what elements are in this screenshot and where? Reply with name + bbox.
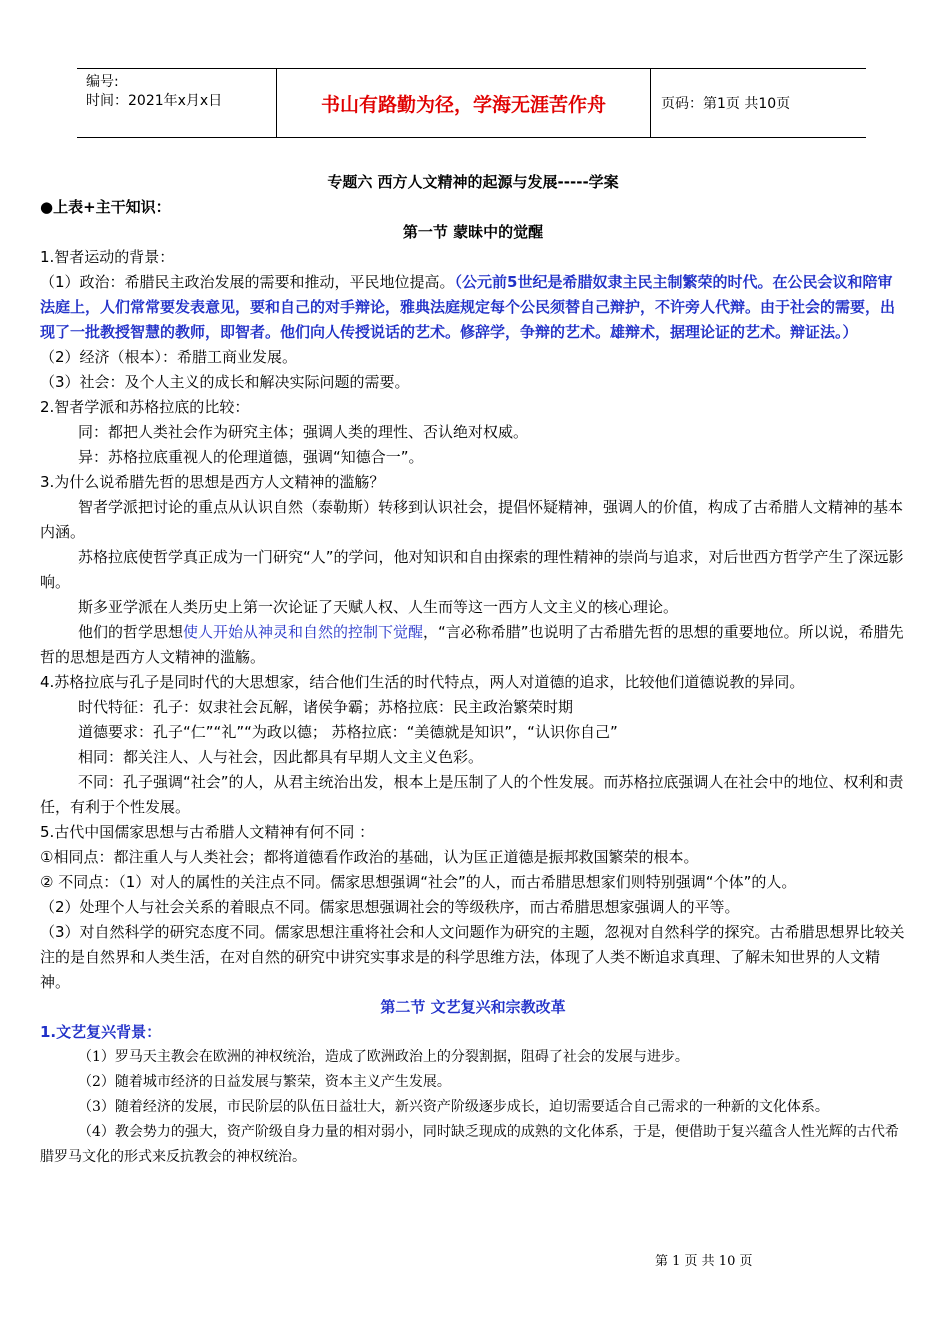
document-body — [40, 170, 906, 1170]
q1-economy: （2）经济（根本）：希腊工商业发展。 — [40, 348, 298, 366]
s2-para-1: （1）罗马天主教会在欧洲的神权统治，造成了欧洲政治上的分裂割据，阻碍了社会的发展与进步。 — [78, 1049, 689, 1065]
s2-para-4: （4）教会势力的强大，资产阶级自身力量的相对弱小，同时缺乏现成的成熟的文化体系，于是，便借助于复兴蕴含人性光辉的古代希腊罗马文化的形式来反抗教会的神权统治。 — [40, 1124, 899, 1165]
q5-diff-1: ② 不同点：（1）对人的属性的关注点不同。儒家思想强调“社会”的人，而古希腊思想家们则特别强调“个体”的人。 — [40, 873, 797, 891]
q2-diff: 异：苏格拉底重视人的伦理道德，强调“知德合一”。 — [78, 448, 424, 466]
question-3: 3.为什么说希腊先哲的思想是西方人文精神的滥觞？ — [40, 473, 385, 491]
q4-same: 相同：都关注人、人与社会，因此都具有早期人文主义色彩。 — [78, 748, 484, 766]
document-title: 专题六 西方人文精神的起源与发展-----学案 — [327, 173, 619, 191]
page-footer: 第 1 页 共 10 页 — [655, 1254, 753, 1269]
q5-diff-2: （2）处理个人与社会关系的着眼点不同。儒家思想强调社会的等级秩序，而古希腊思想家强调人的平等。 — [40, 898, 740, 916]
q4-time: 时代特征：孔子：奴隶社会瓦解，诸侯争霸；苏格拉底：民主政治繁荣时期 — [78, 698, 574, 716]
section2-heading: 第二节 文艺复兴和宗教改革 — [380, 998, 566, 1016]
q4-diff: 不同：孔子强调“社会”的人，从君主统治出发，根本上是压制了人的个性发展。而苏格拉底强调人在社会中的地位、权利和责任，有利于个性发展。 — [40, 773, 904, 816]
q3-para-4 — [40, 620, 906, 670]
document-date-label: 时间：2021年x月x日 — [86, 93, 223, 109]
q3-para-4-end: ，“言必称希腊”也说明了古希腊先哲的思想的重要地位。所以说，希腊先哲的思想是西方人文精神的滥觞。 — [40, 623, 904, 666]
header-page-info: 页码：第1页 共10页 — [661, 96, 791, 112]
q5-same: ①相同点：都注重人与人类社会；都将道德看作政治的基础，认为匡正道德是振邦救国繁荣的根本。 — [40, 848, 699, 866]
section2-question-1: 1.文艺复兴背景： — [40, 1023, 162, 1041]
q1-politics — [40, 270, 906, 345]
section1-heading: 第一节 蒙昧中的觉醒 — [402, 223, 544, 241]
question-2: 2.智者学派和苏格拉底的比较： — [40, 398, 250, 416]
q1-society: （3）社会：及个人主义的成长和解决实际问题的需要。 — [40, 373, 410, 391]
q3-para-1: 智者学派把讨论的重点从认识自然（泰勒斯）转移到认识社会，提倡怀疑精神，强调人的价值，构成了古希腊人文精神的基本内涵。 — [40, 498, 904, 541]
intro-line: ●上表+主干知识： — [40, 198, 171, 216]
q4-moral: 道德要求：孔子“仁”“礼”“为政以德； 苏格拉底：“美德就是知识”，“认识你自己” — [78, 723, 618, 741]
question-5: 5.古代中国儒家思想与古希腊人文精神有何不同 ： — [40, 823, 375, 841]
q1-politics-note: （公元前5世纪是希腊奴隶主民主制繁荣的时代。在公民会议和陪审法庭上，人们常常要发表意见，要和自己的对手辩论，雅典法庭规定每个公民须替自己辩护，不许旁人代辩。由于社会的需要，出现了一批教授智慧的教师，即智者。他们向人传授说话的艺术。修辞学，争辩的艺术。雄辩术，据理论证的艺术。辩证法。） — [40, 273, 896, 341]
q3-para-4-highlight: 使人开始从神灵和自然的控制下觉醒 — [183, 623, 424, 641]
q3-para-3: 斯多亚学派在人类历史上第一次论证了天赋人权、人生而等这一西方人文主义的核心理论。 — [78, 598, 679, 616]
q2-same: 同：都把人类社会作为研究主体；强调人类的理性、否认绝对权威。 — [78, 423, 529, 441]
question-4: 4.苏格拉底与孔子是同时代的大思想家，结合他们生活的时代特点，两人对道德的追求，比较他们道德说教的异同。 — [40, 673, 805, 691]
question-1: 1.智者运动的背景： — [40, 248, 175, 266]
header-info-cell — [77, 69, 277, 137]
header-table — [77, 68, 866, 138]
s2-para-2: （2）随着城市经济的日益发展与繁荣，资本主义产生发展。 — [78, 1074, 451, 1090]
document-number-label: 编号: — [86, 74, 119, 90]
q1-politics-text: （1）政治：希腊民主政治发展的需要和推动，平民地位提高。 — [40, 273, 455, 291]
q3-para-2: 苏格拉底使哲学真正成为一门研究“人”的学问，他对知识和自由探索的理性精神的崇尚与追求，对后世西方哲学产生了深远影响。 — [40, 548, 904, 591]
s2-para-3: （3）随着经济的发展，市民阶层的队伍日益壮大，新兴资产阶级逐步成长，迫切需要适合自己需求的一种新的文化体系。 — [78, 1099, 829, 1115]
q5-diff-3: （3）对自然科学的研究态度不同。儒家思想注重将社会和人文问题作为研究的主题，忽视对自然科学的探究。古希腊思想界比较关注的是自然界和人类生活，在对自然的研究中讲究实事求是的科学思维方法，体现了人类不断追求真理、了解未知世界的人文精神。 — [40, 923, 905, 991]
q3-para-4-start: 他们的哲学思想 — [78, 623, 184, 641]
header-motto: 书山有路勤为径，学海无涯苦作舟 — [277, 69, 651, 137]
